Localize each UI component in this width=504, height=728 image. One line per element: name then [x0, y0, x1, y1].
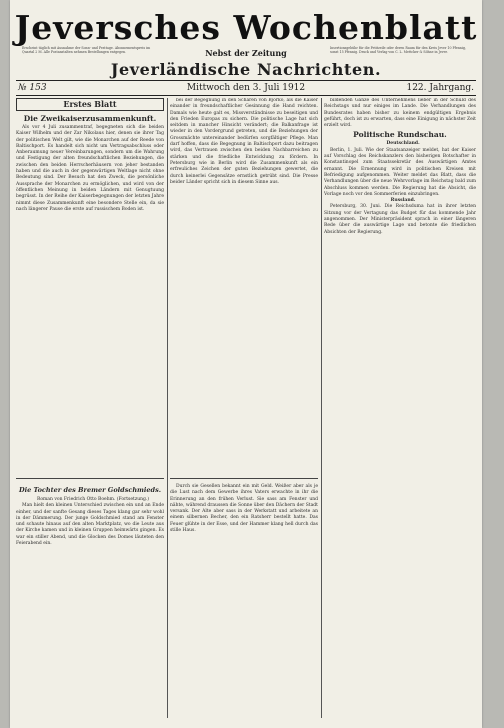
issue-date: Mittwoch den 3. Juli 1912: [186, 83, 306, 93]
newspaper-title: Jeversches Wochenblatt: [14, 8, 478, 47]
feuilleton-headline: Die Tochter des Bremer Goldschmieds.: [19, 486, 161, 494]
newspaper-subtitle: Jeverländische Nachrichten.: [110, 60, 382, 79]
advertising-notice: Insertionsgebühr für die Petitzeile oder deren Raum für den Kreis Jever 10 Pfennig, sonst 15 Pfennig. Druck und Verlag von C. L. Mettcker & Söhne in Jever.: [330, 46, 466, 55]
column-middle: [170, 98, 318, 718]
column-divider: [167, 98, 168, 718]
article-text: Als vor 4 Juli zusammentraf, begegneten sich die beiden Kaiser Wilhelm und der Zar Nikolaus hier, denen sie ihrer Tag der politischen Welt gilt, wie die Monarchen auf der Reede von Baltischport. Es handelt sich nicht um Vertragsabschluss oder Anberaumung neuer Vereinbarungen, sondern um die Wahrung und Festigung der alten freundschaftlichen Beziehungen, die zwischen den beiden Herrscherhäusern von jeher bestanden haben und die auch in der gegenwärtigen Weltlage nicht ohne Bedeutung sind. Der Besuch hat den Zweck, die persönliche Aussprache der Monarchen zu ermöglichen, und wird von der öffentlichen Meinung in beiden Ländern mit Genugtuung begrüsst. In der Reihe der Kaiserbegegnungen der letzten Jahre nimmt diese Zusammenkunft eine besondere Stelle ein, da sie nach längerer Pause die erste auf russischem Boden ist.: [16, 125, 164, 212]
supplement-label: Nebst der Zeitung: [205, 48, 287, 58]
article-text: Berlin, 1. Juli. Wie der Staatsanzeiger meldet, hat der Kaiser auf Vorschlag des Reichskanzlers den bisherigen Botschafter in Konstantinopel zum Staatssekretär des Auswärtigen Amtes ernannt. Die Ernennung wird in politischen Kreisen mit Befriedigung aufgenommen. Weiter meldet das Blatt, dass die Verhandlungen über die neue Wehrvorlage im Reichstag bald zum Abschluss kommen werden. Die Regierung hat die Absicht, die Vorlage noch vor den Sommerferien einzubringen.: [324, 147, 476, 197]
feuilleton-block: [16, 484, 164, 547]
article-text: bei der Begegnung in den Schären von Björkö, als die Kaiser einander in freundschaftlicher Gesinnung die Hand reichten. Damals wie heute galt es, Missverständnisse zu beseitigen und den Frieden Europas zu sichern. Die politische Lage hat sich seitdem in mancher Hinsicht verändert; die Balkanfrage ist wieder in den Vordergrund getreten, und die Beziehungen der Grossmächte untereinander bedürfen sorgfältiger Pflege. Man darf hoffen, dass die Begegnung in Baltischport dazu beitragen wird, das Vertrauen zwischen den beiden Nachbarreichen zu stärken und die friedliche Entwicklung zu fördern. In Petersburg wie in Berlin wird die Zusammenkunft als ein erfreuliches Zeichen der guten Beziehungen gewertet, die durch keinerlei Gegensätze ernstlich getrübt sind. Die Presse beider Länder spricht sich in diesem Sinne aus.: [170, 98, 318, 185]
country-heading: Russland.: [390, 198, 416, 204]
section-box: Erstes Blatt: [16, 98, 164, 111]
subscription-notice: Erscheint täglich mit Ausnahme der Sonn- und Festtage. Abonnementspreis im Quartal 2 M. Alle Postanstalten nehmen Bestellungen entgegen.: [22, 46, 151, 55]
article-headline: Die Zweikaiserzusammenkunft.: [23, 114, 157, 123]
newspaper-page: [10, 0, 482, 728]
masthead: [10, 10, 482, 78]
feuilleton-divider: [170, 478, 318, 479]
column-left: [16, 98, 164, 718]
issue-number: № 153: [18, 83, 47, 93]
dateline: [16, 80, 476, 96]
feuilleton-byline: Roman von Friedrich Otto Boehm. (Fortsetzung.): [36, 497, 150, 502]
country-heading: Deutschland.: [386, 141, 420, 147]
section-headline: Politische Rundschau.: [353, 130, 447, 140]
column-right: [324, 98, 476, 718]
column-divider: [321, 98, 322, 718]
article-text: bildenden Ganze des Unternehmens lieber in der Schuld des Reichstags und nur einiges im Lande. Die Verhandlungen des Bundesrates haben bisher zu keinem endgültigen Ergebnis geführt, doch ist zu erwarten, dass eine Einigung in nächster Zeit erzielt wird.: [324, 98, 476, 129]
feuilleton-divider: [16, 478, 164, 479]
volume-year: 122. Jahrgang.: [406, 83, 474, 93]
feuilleton-text: Man hielt den kleinen Unterschied zwischen ein und an Ende einher, und der sanfte Gesang dieses Tages klang gar sehr wohl in der Dämmerung. Der junge Goldschmied stand am Fenster und schaute hinaus auf den alten Marktplatz, wo die Leute aus der Kirche kamen und in kleinen Gruppen heimwärts gingen. Es war ein stiller Abend, und die Glocken des Domes läuteten den Feierabend ein.: [16, 503, 164, 547]
article-text: Petersburg, 30. Juni. Die Reichsduma hat in ihrer letzten Sitzung vor der Vertagung das Budget für das kommende Jahr angenommen. Der Ministerpräsident sprach in einer längeren Rede über die auswärtige Lage und betonte die friedlichen Absichten der Regierung.: [324, 204, 476, 235]
feuilleton-block: [170, 484, 318, 534]
feuilleton-text: Durch sie Gesellen bekannt ein mit Geld. Weißer aber als je die Lust nach dem Gewerbe ihres Vaters erwachte in ihr die Erinnerung an den frühen Verlust. Sie sass am Fenster und nähte, während draussen die Sonne über den Dächern der Stadt versank. Der Alte aber sass in der Werkstatt und arbeitete an einem silbernen Becher, den ein Ratsherr bestellt hatte. Das Feuer glühte in der Esse, und der Hammer klang hell durch das stille Haus.: [170, 484, 318, 534]
